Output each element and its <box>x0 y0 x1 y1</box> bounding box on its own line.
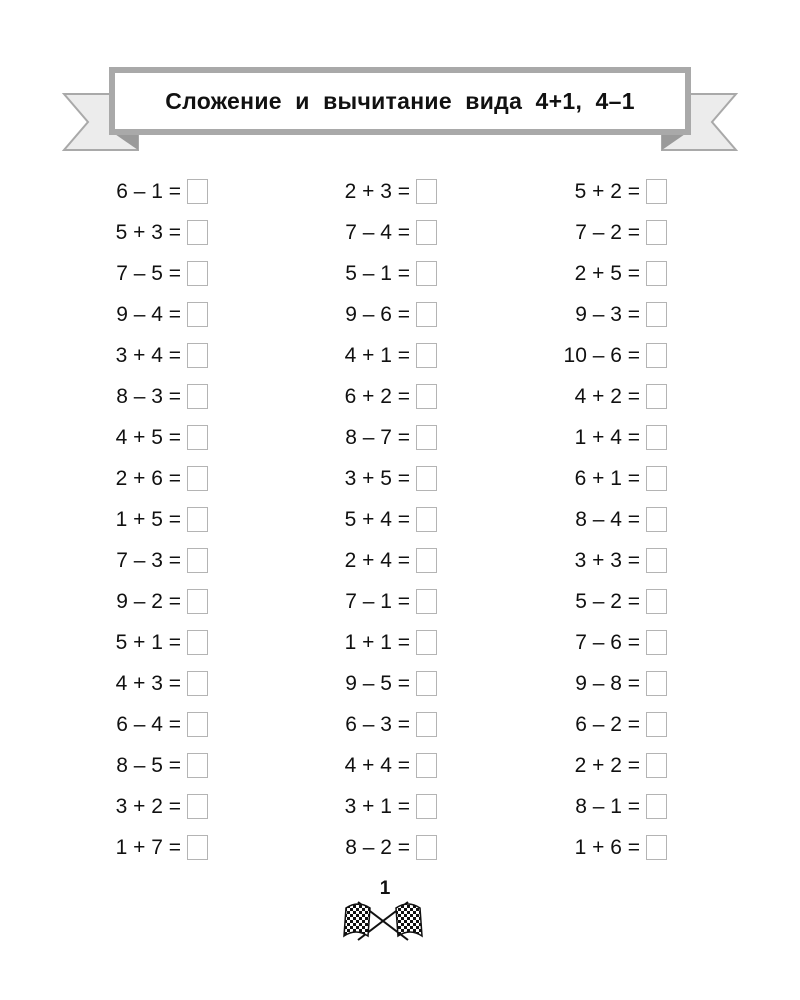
answer-box[interactable] <box>187 589 208 614</box>
exercise-expression: 5 – 2 = <box>575 589 640 613</box>
answer-box[interactable] <box>416 671 437 696</box>
exercise-expression: 1 + 1 = <box>344 630 410 654</box>
answer-box[interactable] <box>187 794 208 819</box>
answer-box[interactable] <box>416 220 437 245</box>
exercise-row <box>116 499 208 540</box>
answer-box[interactable] <box>646 835 667 860</box>
answer-box[interactable] <box>416 384 437 409</box>
answer-box[interactable] <box>187 712 208 737</box>
exercise-expression: 3 + 4 = <box>115 343 181 367</box>
exercise-row <box>116 745 208 786</box>
exercise-expression: 3 + 1 = <box>344 794 410 818</box>
exercise-column-1 <box>116 171 208 868</box>
exercise-row <box>564 376 667 417</box>
answer-box[interactable] <box>646 466 667 491</box>
exercise-row <box>116 294 208 335</box>
exercise-row <box>345 663 437 704</box>
exercise-row <box>345 704 437 745</box>
answer-box[interactable] <box>646 302 667 327</box>
exercise-expression: 2 + 4 = <box>344 548 410 572</box>
exercise-row <box>116 786 208 827</box>
exercise-row <box>564 212 667 253</box>
exercise-expression: 8 – 3 = <box>116 384 181 408</box>
answer-box[interactable] <box>416 343 437 368</box>
exercise-expression: 9 – 2 = <box>116 589 181 613</box>
exercise-row <box>564 540 667 581</box>
exercise-expression: 7 – 2 = <box>575 220 640 244</box>
exercise-row <box>345 417 437 458</box>
exercise-row <box>345 171 437 212</box>
answer-box[interactable] <box>646 343 667 368</box>
exercise-row <box>345 786 437 827</box>
answer-box[interactable] <box>646 507 667 532</box>
answer-box[interactable] <box>646 589 667 614</box>
exercise-expression: 2 + 6 = <box>115 466 181 490</box>
exercise-row <box>564 458 667 499</box>
exercise-expression: 7 – 4 = <box>345 220 410 244</box>
answer-box[interactable] <box>416 794 437 819</box>
exercise-row <box>564 622 667 663</box>
checkered-flags-icon <box>338 896 428 946</box>
exercise-expression: 9 – 4 = <box>116 302 181 326</box>
answer-box[interactable] <box>416 507 437 532</box>
exercise-expression: 3 + 5 = <box>344 466 410 490</box>
exercise-expression: 2 + 3 = <box>344 179 410 203</box>
answer-box[interactable] <box>416 589 437 614</box>
exercise-expression: 6 – 2 = <box>575 712 640 736</box>
answer-box[interactable] <box>187 466 208 491</box>
answer-box[interactable] <box>646 630 667 655</box>
answer-box[interactable] <box>187 630 208 655</box>
answer-box[interactable] <box>416 835 437 860</box>
exercise-expression: 9 – 6 = <box>345 302 410 326</box>
exercise-row <box>564 663 667 704</box>
exercise-column-3 <box>564 171 667 868</box>
exercise-row <box>345 458 437 499</box>
answer-box[interactable] <box>416 302 437 327</box>
exercise-row <box>345 499 437 540</box>
exercise-row <box>345 581 437 622</box>
answer-box[interactable] <box>646 671 667 696</box>
exercise-row <box>116 417 208 458</box>
exercise-row <box>564 335 667 376</box>
answer-box[interactable] <box>187 220 208 245</box>
exercise-expression: 6 + 1 = <box>574 466 640 490</box>
exercise-row <box>116 253 208 294</box>
exercise-row <box>345 335 437 376</box>
answer-box[interactable] <box>187 261 208 286</box>
exercise-row <box>116 581 208 622</box>
exercise-expression: 6 – 4 = <box>116 712 181 736</box>
exercise-row <box>345 622 437 663</box>
answer-box[interactable] <box>416 630 437 655</box>
answer-box[interactable] <box>646 712 667 737</box>
answer-box[interactable] <box>187 302 208 327</box>
exercise-expression: 4 + 2 = <box>574 384 640 408</box>
exercise-expression: 8 – 4 = <box>575 507 640 531</box>
answer-box[interactable] <box>646 220 667 245</box>
exercise-row <box>564 294 667 335</box>
exercise-row <box>116 622 208 663</box>
exercise-expression: 10 – 6 = <box>563 343 640 367</box>
exercise-row <box>564 171 667 212</box>
answer-box[interactable] <box>416 753 437 778</box>
exercise-row <box>345 212 437 253</box>
exercise-row <box>116 540 208 581</box>
answer-box[interactable] <box>646 425 667 450</box>
exercise-expression: 1 + 4 = <box>574 425 640 449</box>
exercise-expression: 9 – 8 = <box>575 671 640 695</box>
exercise-expression: 5 + 1 = <box>115 630 181 654</box>
answer-box[interactable] <box>416 466 437 491</box>
exercise-row <box>564 581 667 622</box>
answer-box[interactable] <box>187 671 208 696</box>
exercise-expression: 1 + 7 = <box>115 835 181 859</box>
exercise-row <box>116 663 208 704</box>
answer-box[interactable] <box>187 548 208 573</box>
exercise-expression: 1 + 5 = <box>115 507 181 531</box>
answer-box[interactable] <box>646 753 667 778</box>
exercise-row <box>345 540 437 581</box>
answer-box[interactable] <box>187 753 208 778</box>
exercise-row <box>564 745 667 786</box>
exercise-expression: 4 + 1 = <box>344 343 410 367</box>
exercise-expression: 3 + 2 = <box>115 794 181 818</box>
exercise-expression: 6 + 2 = <box>344 384 410 408</box>
exercise-expression: 9 – 5 = <box>345 671 410 695</box>
exercise-row <box>564 786 667 827</box>
exercise-expression: 9 – 3 = <box>575 302 640 326</box>
answer-box[interactable] <box>187 835 208 860</box>
exercise-row <box>345 253 437 294</box>
exercise-expression: 7 – 6 = <box>575 630 640 654</box>
page-title: Сложение и вычитание вида 4+1, 4–1 <box>165 87 635 114</box>
exercise-row <box>564 253 667 294</box>
answer-box[interactable] <box>646 179 667 204</box>
exercise-expression: 5 + 4 = <box>344 507 410 531</box>
exercise-expression: 6 – 3 = <box>345 712 410 736</box>
exercise-expression: 4 + 5 = <box>115 425 181 449</box>
answer-box[interactable] <box>187 507 208 532</box>
answer-box[interactable] <box>416 712 437 737</box>
exercise-expression: 8 – 7 = <box>345 425 410 449</box>
exercise-row <box>345 827 437 868</box>
exercise-expression: 7 – 3 = <box>116 548 181 572</box>
exercise-expression: 7 – 1 = <box>345 589 410 613</box>
exercise-expression: 5 + 2 = <box>574 179 640 203</box>
exercise-expression: 7 – 5 = <box>116 261 181 285</box>
exercise-expression: 2 + 2 = <box>574 753 640 777</box>
answer-box[interactable] <box>416 179 437 204</box>
answer-box[interactable] <box>646 261 667 286</box>
exercise-row <box>564 704 667 745</box>
exercise-row <box>564 499 667 540</box>
exercise-row <box>345 745 437 786</box>
exercise-row <box>116 376 208 417</box>
exercise-expression: 1 + 6 = <box>574 835 640 859</box>
exercise-row <box>116 212 208 253</box>
exercise-expression: 3 + 3 = <box>574 548 640 572</box>
exercise-expression: 8 – 2 = <box>345 835 410 859</box>
answer-box[interactable] <box>646 794 667 819</box>
answer-box[interactable] <box>416 548 437 573</box>
answer-box[interactable] <box>187 384 208 409</box>
exercise-expression: 6 – 1 = <box>116 179 181 203</box>
exercise-row <box>345 376 437 417</box>
answer-box[interactable] <box>416 261 437 286</box>
exercise-column-2 <box>345 171 437 868</box>
answer-box[interactable] <box>187 179 208 204</box>
answer-box[interactable] <box>646 548 667 573</box>
answer-box[interactable] <box>187 425 208 450</box>
answer-box[interactable] <box>187 343 208 368</box>
page-number: 1 <box>379 878 391 899</box>
exercise-row <box>116 335 208 376</box>
exercise-row <box>116 171 208 212</box>
exercise-expression: 5 + 3 = <box>115 220 181 244</box>
exercise-expression: 8 – 5 = <box>116 753 181 777</box>
exercise-row <box>564 827 667 868</box>
exercise-row <box>116 458 208 499</box>
exercise-expression: 8 – 1 = <box>575 794 640 818</box>
exercise-expression: 2 + 5 = <box>574 261 640 285</box>
exercise-row <box>116 704 208 745</box>
exercise-row <box>345 294 437 335</box>
exercise-expression: 4 + 3 = <box>115 671 181 695</box>
exercise-row <box>564 417 667 458</box>
exercise-expression: 4 + 4 = <box>344 753 410 777</box>
answer-box[interactable] <box>646 384 667 409</box>
answer-box[interactable] <box>416 425 437 450</box>
exercise-row <box>116 827 208 868</box>
exercise-expression: 5 – 1 = <box>345 261 410 285</box>
